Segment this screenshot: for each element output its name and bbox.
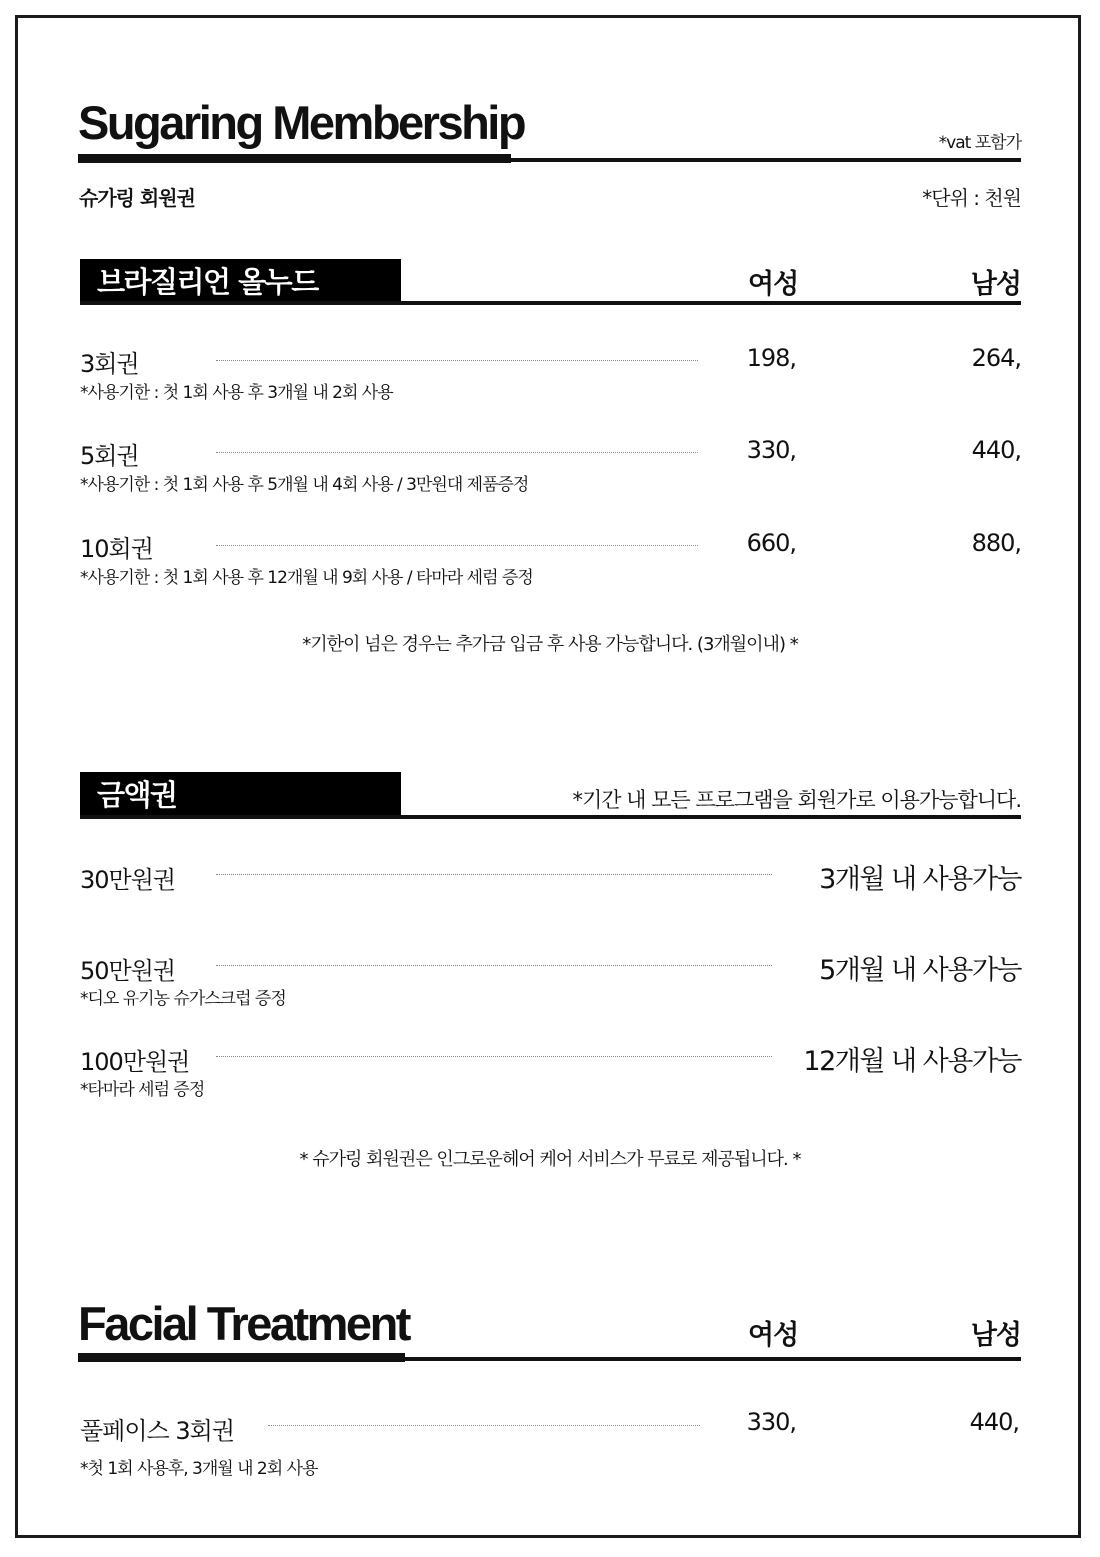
membership-title: Sugaring Membership xyxy=(78,96,525,149)
voucher-name: 30만원권 xyxy=(80,866,176,894)
facial-underline xyxy=(78,1357,1021,1361)
item-note: *사용기한 : 첫 1회 사용 후 12개월 내 9회 사용 / 타마라 세럼 증정 xyxy=(80,568,533,588)
voucher-validity: 12개월 내 사용가능 xyxy=(803,1046,1021,1077)
item-note: *사용기한 : 첫 1회 사용 후 5개월 내 4회 사용 / 3만원대 제품증정 xyxy=(80,475,529,495)
price-female: 198, xyxy=(746,344,796,372)
price-male: 880, xyxy=(971,529,1021,557)
dot-leader xyxy=(216,874,772,875)
amount-description: *기간 내 모든 프로그램을 회원가로 이용가능합니다. xyxy=(572,788,1021,812)
voucher-note: *디오 유기농 슈가스크럽 증정 xyxy=(80,989,286,1009)
menu-item-name: 3회권 xyxy=(80,350,139,378)
dot-leader xyxy=(216,360,698,361)
menu-item-name: 10회권 xyxy=(80,535,153,563)
item-note: *사용기한 : 첫 1회 사용 후 3개월 내 2회 사용 xyxy=(80,383,393,403)
price-male: 440, xyxy=(971,436,1021,464)
dot-leader xyxy=(216,965,772,966)
menu-item-name: 5회권 xyxy=(80,442,139,470)
dot-leader xyxy=(268,1425,700,1426)
section-heading-amount: 금액권 xyxy=(80,772,401,818)
voucher-name: 50만원권 xyxy=(80,957,176,985)
price-female: 330, xyxy=(746,1408,796,1436)
col-female: 여성 xyxy=(748,269,799,300)
price-female: 330, xyxy=(746,436,796,464)
menu-item-name: 풀페이스 3회권 xyxy=(80,1417,235,1445)
col-male: 남성 xyxy=(970,269,1021,300)
price-female: 660, xyxy=(746,529,796,557)
section-rule-brazilian xyxy=(80,301,1021,305)
brazilian-footnote: *기한이 넘은 경우는 추가금 입금 후 사용 가능합니다. (3개월이내) * xyxy=(302,634,798,655)
amount-footnote: * 슈가링 회원권은 인그로운헤어 케어 서비스가 무료로 제공됩니다. * xyxy=(299,1149,801,1170)
voucher-name: 100만원권 xyxy=(80,1048,190,1076)
voucher-validity: 3개월 내 사용가능 xyxy=(819,864,1021,895)
title-underline xyxy=(78,158,1021,162)
item-note: *첫 1회 사용후, 3개월 내 2회 사용 xyxy=(80,1459,318,1479)
section-heading-brazilian: 브라질리언 올누드 xyxy=(80,259,401,305)
price-male: 264, xyxy=(971,344,1021,372)
section-rule-amount xyxy=(80,815,1021,819)
facial-title: Facial Treatment xyxy=(78,1297,409,1350)
voucher-validity: 5개월 내 사용가능 xyxy=(819,955,1021,986)
unit-note: *단위 : 천원 xyxy=(922,186,1021,210)
price-male: 440, xyxy=(969,1408,1019,1436)
col-male: 남성 xyxy=(970,1320,1021,1351)
voucher-note: *타마라 세럼 증정 xyxy=(80,1080,205,1100)
membership-subtitle: 슈가링 회원권 xyxy=(79,186,195,210)
dot-leader xyxy=(216,1056,772,1057)
col-female: 여성 xyxy=(748,1320,799,1351)
dot-leader xyxy=(216,545,698,546)
vat-note: *vat 포함가 xyxy=(938,133,1021,153)
dot-leader xyxy=(216,452,698,453)
